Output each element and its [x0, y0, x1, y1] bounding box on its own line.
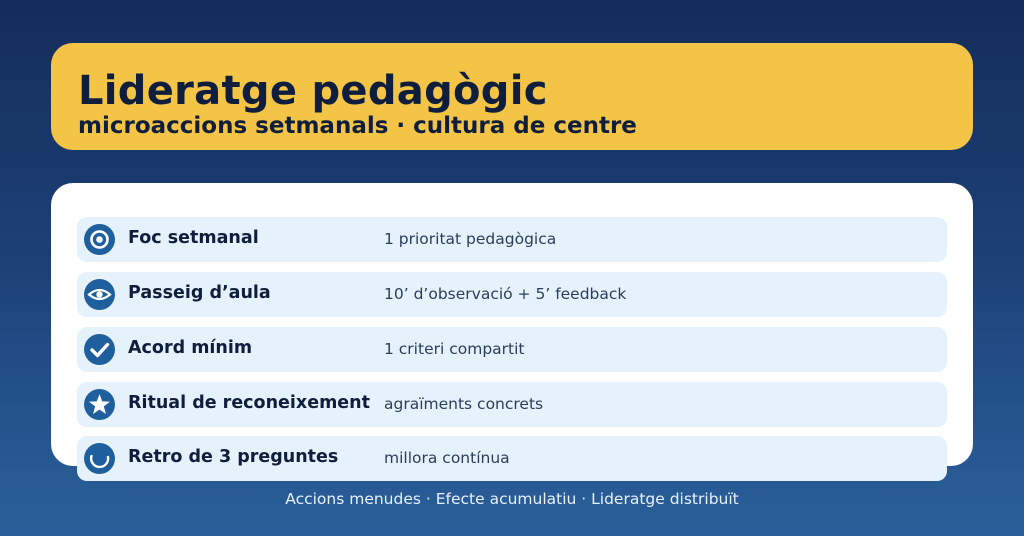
item-name: Ritual de reconeixement	[128, 393, 370, 413]
checkmark-icon	[84, 334, 115, 365]
item-description: agraïments concrets	[384, 395, 544, 413]
header-banner	[51, 43, 973, 150]
list-item-acord-minim	[77, 327, 947, 372]
item-description: 10’ d’observació + 5’ feedback	[384, 285, 627, 303]
list-item-passeig-aula	[77, 272, 947, 317]
eye-icon	[84, 279, 115, 310]
item-name: Passeig d’aula	[128, 283, 271, 303]
list-item-ritual-reconeixement	[77, 382, 947, 427]
star-icon	[84, 389, 115, 420]
target-icon	[84, 224, 115, 255]
item-description: 1 prioritat pedagògica	[384, 230, 557, 248]
list-item-retro-preguntes	[77, 436, 947, 481]
retro-arc-icon	[84, 443, 115, 474]
item-description: millora contínua	[384, 449, 510, 467]
footer-tagline: Accions menudes · Efecte acumulatiu · Lideratge distribuït	[285, 490, 739, 508]
item-description: 1 criteri compartit	[384, 340, 525, 358]
item-name: Retro de 3 preguntes	[128, 447, 339, 467]
item-name: Foc setmanal	[128, 228, 259, 248]
page-subtitle: microaccions setmanals · cultura de centre	[78, 113, 637, 139]
page-title: Lideratge pedagògic	[78, 68, 548, 114]
item-name: Acord mínim	[128, 338, 253, 358]
list-item-foc-setmanal	[77, 217, 947, 262]
